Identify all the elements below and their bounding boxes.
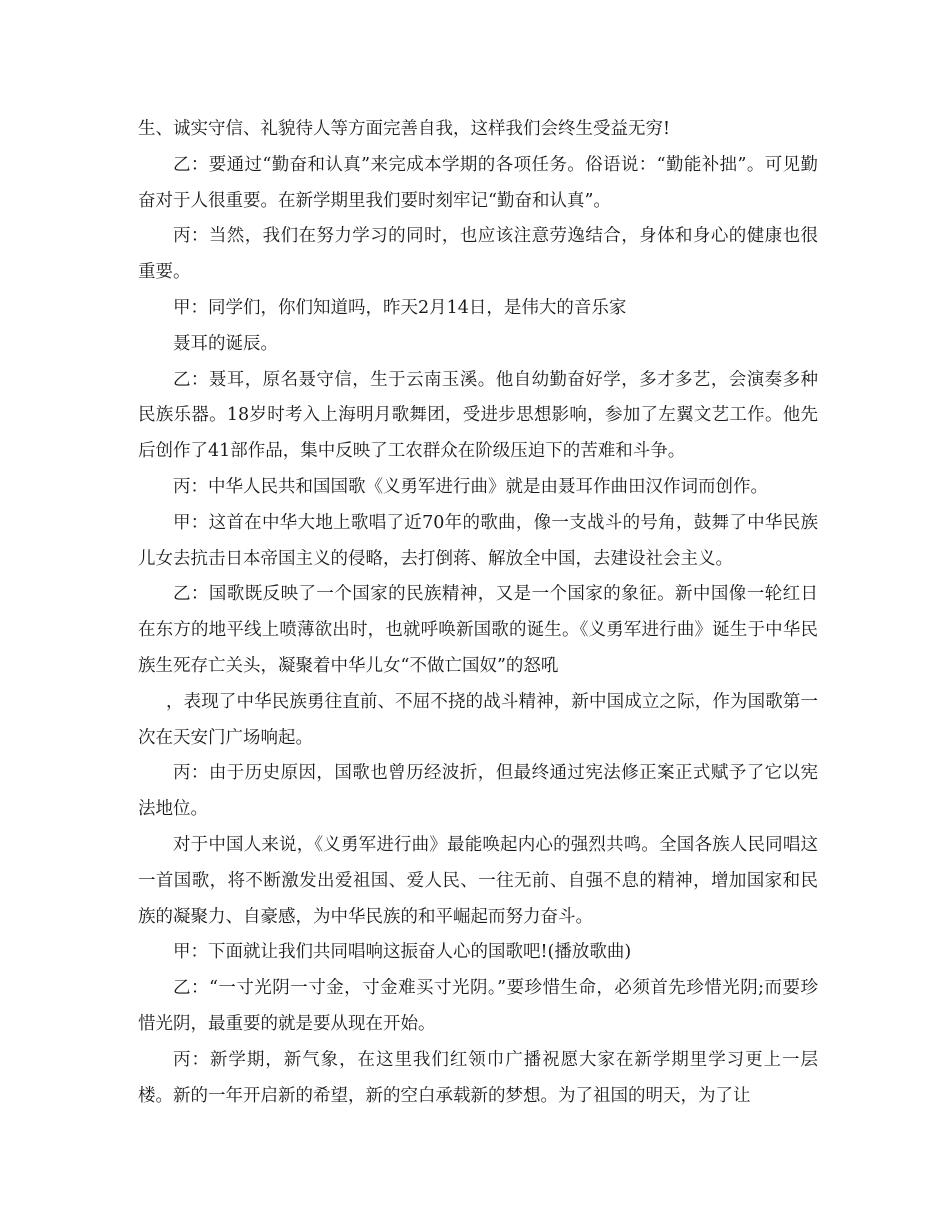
- paragraph-5: 聂耳的诞辰。: [173, 333, 278, 354]
- paragraph-15: 丙：新学期，新气象，在这里我们红领巾广播祝愿大家在新学期里学习更上一层楼。新的一年开启新的希望，新的空白承载新的梦想。为了祖国的明天，为了让: [138, 1049, 818, 1106]
- paragraph-7: 丙：中华人民共和国国歌《义勇军进行曲》就是由聂耳作曲田汉作词而创作。: [173, 476, 768, 497]
- paragraph-6: 乙：聂耳，原名聂守信，生于云南玉溪。他自幼勤奋好学，多才多艺，会演奏多种民族乐器。18岁时考入上海明月歌舞团，受进步思想影响，参加了左翼文艺工作。他先后创作了41部作品，集中反映了工农群众在阶级压迫下的苦难和斗争。: [138, 369, 818, 462]
- paragraph-4: 甲：同学们，你们知道吗，昨天2月14日，是伟大的音乐家: [173, 297, 627, 318]
- paragraph-11: 丙：由于历史原因，国歌也曾历经波折，但最终通过宪法修正案正式赋予了它以宪法地位。: [138, 763, 818, 820]
- paragraph-12: 对于中国人来说，《义勇军进行曲》最能唤起内心的强烈共鸣。全国各族人民同唱这一首国歌，将不断激发出爱祖国、爱人民、一往无前、自强不息的精神，增加国家和民族的凝聚力、自豪感，为中华民族的和平崛起而努力奋斗。: [138, 834, 818, 927]
- paragraph-2: 乙：要通过“勤奋和认真”来完成本学期的各项任务。俗语说：“勤能补拙”。可见勤奋对于人很重要。在新学期里我们要时刻牢记“勤奋和认真”。: [138, 154, 818, 211]
- document-body: [138, 112, 818, 1114]
- paragraph-10: ，表现了中华民族勇往直前、不屈不挠的战斗精神，新中国成立之际，作为国歌第一次在天安门广场响起。: [138, 691, 818, 748]
- paragraph-1: 生、诚实守信、礼貌待人等方面完善自我，这样我们会终生受益无穷!: [138, 119, 671, 139]
- paragraph-3: 丙：当然，我们在努力学习的同时，也应该注意劳逸结合，身体和身心的健康也很重要。: [138, 226, 818, 283]
- paragraph-9: 乙：国歌既反映了一个国家的民族精神，又是一个国家的象征。新中国像一轮红日在东方的地平线上喷薄欲出时，也就呼唤新国歌的诞生。《义勇军进行曲》诞生于中华民族生死存亡关头，凝聚着中华儿女“不做亡国奴”的怒吼: [138, 584, 818, 676]
- paragraph-13: 甲：下面就让我们共同唱响这振奋人心的国歌吧!(播放歌曲): [173, 942, 632, 963]
- paragraph-8: 甲：这首在中华大地上歌唱了近70年的歌曲，像一支战斗的号角，鼓舞了中华民族儿女去抗击日本帝国主义的侵略，去打倒蒋、解放全中国，去建设社会主义。: [138, 512, 818, 569]
- paragraph-14: 乙：“一寸光阴一寸金，寸金难买寸光阴。”要珍惜生命，必须首先珍惜光阴;而要珍惜光阴，最重要的就是要从现在开始。: [138, 978, 818, 1034]
